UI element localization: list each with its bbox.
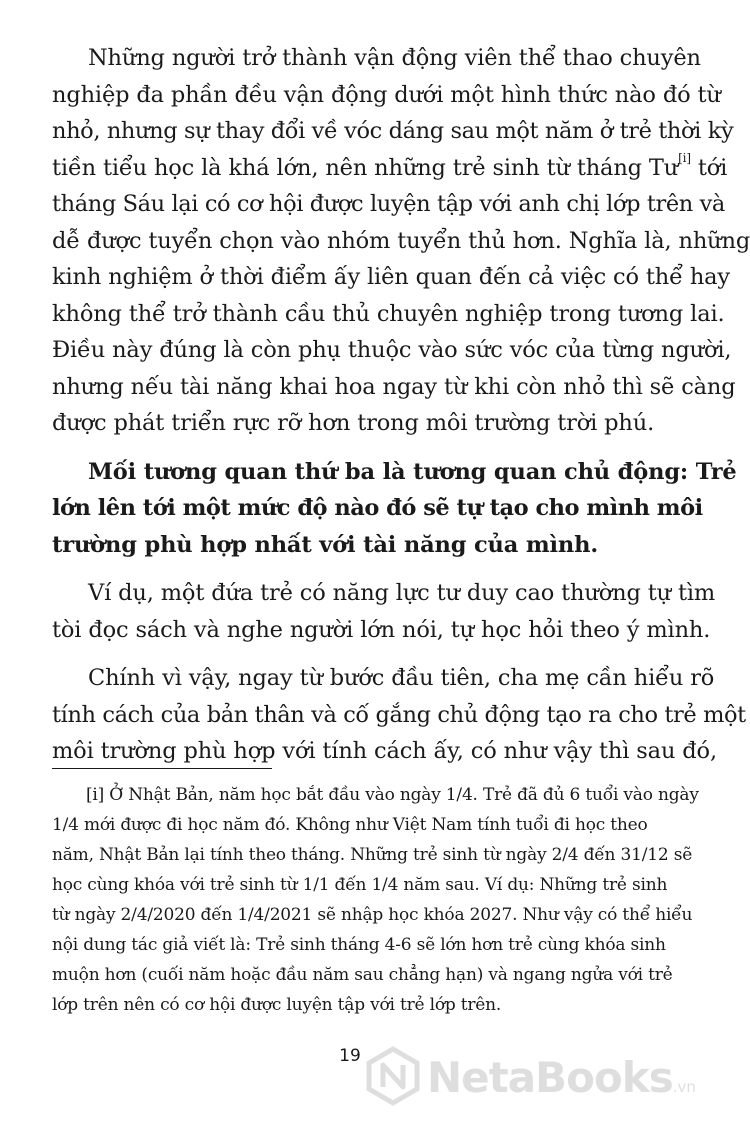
paragraph-2-emphasis (52, 454, 737, 564)
text-line: Điều này đúng là còn phụ thuộc vào sức vóc của từng người, (52, 337, 732, 363)
text-line: dễ được tuyển chọn vào nhóm tuyển thủ hơn. Nghĩa là, những (52, 227, 750, 254)
footnote-line: năm, Nhật Bản lại tính theo tháng. Những trẻ sinh từ ngày 2/4 đến 31/12 sẽ (52, 845, 693, 865)
text-line: được phát triển rực rỡ hơn trong môi trường trời phú. (52, 410, 655, 436)
text-line: Ví dụ, một đứa trẻ có năng lực tư duy cao thường tự tìm (88, 580, 716, 606)
footnote-line: từ ngày 2/4/2020 đến 1/4/2021 sẽ nhập học khóa 2027. Như vậy có thể hiểu (52, 905, 693, 925)
paragraph-3 (52, 575, 716, 648)
page-number: 19 (339, 1046, 361, 1066)
text-line: lớn lên tới một mức độ nào đó sẽ tự tạo cho mình môi (52, 495, 703, 521)
watermark-brand-name: NetaBooks (427, 1053, 673, 1102)
footnote-divider (52, 768, 272, 769)
text-line: trường phù hợp nhất với tài năng của mình. (52, 531, 599, 558)
text-line: tháng Sáu lại có cơ hội được luyện tập với anh chị lớp trên và (52, 191, 725, 217)
footnote (52, 780, 699, 1020)
footnote-reference[interactable]: [i] (678, 150, 691, 165)
paragraph-1 (52, 40, 750, 442)
footnote-line: muộn hơn (cuối năm hoặc đầu năm sau chẳng hạn) và ngang ngửa với trẻ (52, 965, 673, 985)
text-line: Mối tương quan thứ ba là tương quan chủ động: Trẻ (88, 458, 737, 485)
text-line: Chính vì vậy, ngay từ bước đầu tiên, cha mẹ cần hiểu rõ (88, 665, 715, 691)
paragraph-4 (52, 660, 746, 770)
text-line: nghiệp đa phần đều vận động dưới một hình thức nào đó từ (52, 81, 721, 108)
footnote-line: nội dung tác giả viết là: Trẻ sinh tháng 4-6 sẽ lớn hơn trẻ cùng khóa sinh (52, 935, 666, 955)
netabooks-logo-icon (365, 1045, 421, 1105)
text-line: tính cách của bản thân và cố gắng chủ động tạo ra cho trẻ một (52, 701, 746, 728)
text-line: tòi đọc sách và nghe người lớn nói, tự học hỏi theo ý mình. (52, 616, 711, 643)
text-segment: tới (690, 154, 728, 181)
text-line-with-footnote (52, 150, 728, 187)
watermark (365, 1045, 695, 1115)
watermark-suffix: .vn (672, 1078, 696, 1096)
footnote-line: học cùng khóa với trẻ sinh từ 1/1 đến 1/4 năm sau. Ví dụ: Những trẻ sinh (52, 875, 668, 895)
footnote-line: 1/4 mới được đi học năm đó. Không như Việt Nam tính tuổi đi học theo (52, 815, 648, 835)
text-line: kinh nghiệm ở thời điểm ấy liên quan đến cả việc có thể hay (52, 264, 730, 290)
text-line: không thể trở thành cầu thủ chuyên nghiệp trong tương lai. (52, 300, 725, 327)
text-line: môi trường phù hợp với tính cách ấy, có như vậy thì sau đó, (52, 738, 717, 764)
body-text (52, 40, 750, 782)
text-line: nhưng nếu tài năng khai hoa ngay từ khi còn nhỏ thì sẽ càng (52, 373, 736, 400)
text-segment: tiền tiểu học là khá lớn, nên những trẻ sinh từ tháng Tư (52, 154, 679, 181)
text-line: Những người trở thành vận động viên thể thao chuyên (88, 45, 701, 71)
footnote-line: [i] Ở Nhật Bản, năm học bắt đầu vào ngày 1/4. Trẻ đã đủ 6 tuổi vào ngày (86, 785, 699, 805)
footnote-line: lớp trên nên có cơ hội được luyện tập với trẻ lớp trên. (52, 995, 502, 1015)
watermark-brand (427, 1053, 696, 1102)
text-line: nhỏ, nhưng sự thay đổi về vóc dáng sau một năm ở trẻ thời kỳ (52, 118, 734, 144)
